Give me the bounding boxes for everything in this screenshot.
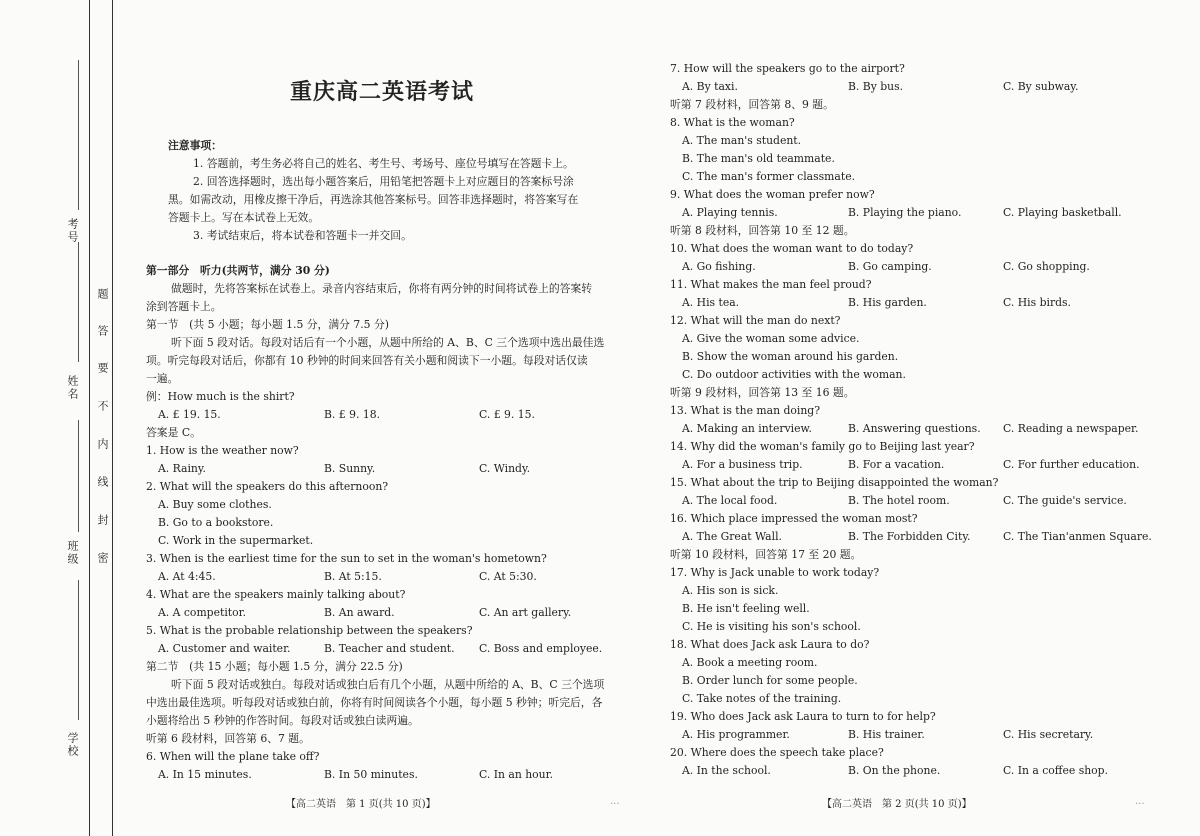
option[interactable]: C. Work in the supermarket.	[158, 534, 314, 547]
material-heading: 听第 9 段材料，回答第 13 至 16 题。	[670, 386, 855, 399]
option[interactable]: A. In the school.	[682, 764, 771, 777]
seal-char: 不	[96, 400, 109, 413]
margin-line-outer	[89, 0, 90, 836]
exam-no-blank[interactable]	[78, 60, 79, 210]
question-7: 7. How will the speakers go to the airport?	[670, 62, 905, 75]
option[interactable]: C. Go shopping.	[1003, 260, 1090, 273]
option[interactable]: C. His birds.	[1003, 296, 1071, 309]
option[interactable]: B. His garden.	[848, 296, 927, 309]
question-13: 13. What is the man doing?	[670, 404, 820, 417]
option[interactable]: A. By taxi.	[682, 80, 738, 93]
option[interactable]: A. His tea.	[682, 296, 740, 309]
option[interactable]: A. In 15 minutes.	[158, 768, 252, 781]
seal-char: 要	[96, 362, 109, 375]
option[interactable]: C. Reading a newspaper.	[1003, 422, 1139, 435]
option[interactable]: A. A competitor.	[158, 606, 247, 619]
example-answer: 答案是 C。	[146, 426, 201, 439]
seal-char: 密	[96, 552, 109, 565]
question-18: 18. What does Jack ask Laura to do?	[670, 638, 870, 651]
option[interactable]: B. Go camping.	[848, 260, 932, 273]
section2-instructions: 小题将给出 5 秒钟的作答时间。每段对话或独白读两遍。	[146, 714, 419, 727]
question-1: 1. How is the weather now?	[146, 444, 299, 457]
option[interactable]: C. Take notes of the training.	[682, 692, 842, 705]
school-blank[interactable]	[78, 580, 79, 720]
question-19: 19. Who does Jack ask Laura to turn to for help?	[670, 710, 936, 723]
options-4	[146, 604, 626, 622]
options-14	[670, 456, 1170, 474]
name-blank[interactable]	[78, 242, 79, 362]
example-options	[146, 406, 626, 424]
intro-text: 涂到答题卡上。	[146, 300, 222, 313]
seal-char: 题	[96, 288, 109, 301]
question-15: 15. What about the trip to Beijing disappointed the woman?	[670, 476, 999, 489]
section1-instructions: 听下面 5 段对话。每段对话后有一个小题，从题中所给的 A、B、C 三个选项中选出最佳选	[171, 336, 605, 349]
section2-heading: 第二节 (共 15 小题；每小题 1.5 分，满分 22.5 分)	[146, 660, 403, 673]
part1-heading: 第一部分 听力(共两节，满分 30 分)	[146, 264, 330, 277]
notes	[168, 136, 608, 244]
example-question: 例：How much is the shirt?	[146, 390, 295, 403]
options-19	[670, 726, 1170, 744]
options-7	[670, 78, 1170, 96]
option[interactable]: B. He isn't feeling well.	[682, 602, 810, 615]
notes-line: 黑。如需改动，用橡皮擦干净后，再选涂其他答案标号。回答非选择题时，将答案写在	[168, 193, 579, 206]
question-9: 9. What does the woman prefer now?	[670, 188, 875, 201]
option[interactable]: B. £ 9. 18.	[324, 408, 381, 421]
section2-instructions: 听下面 5 段对话或独白。每段对话或独白后有几个小题，从题中所给的 A、B、C 三个选项	[171, 678, 605, 691]
option[interactable]: C. The man's former classmate.	[682, 170, 856, 183]
option[interactable]: B. At 5:15.	[324, 570, 382, 583]
question-3: 3. When is the earliest time for the sun to set in the woman's hometown?	[146, 552, 547, 565]
option[interactable]: B. Show the woman around his garden.	[682, 350, 899, 363]
option[interactable]: B. The Forbidden City.	[848, 530, 971, 543]
options-20	[670, 762, 1170, 780]
options-5	[146, 640, 626, 658]
seal-char: 内	[96, 438, 109, 451]
material-heading: 听第 6 段材料，回答第 6、7 题。	[146, 732, 310, 745]
option[interactable]: B. Order lunch for some people.	[682, 674, 858, 687]
option[interactable]: A. Go fishing.	[682, 260, 756, 273]
notes-line: 1. 答题前，考生务必将自己的姓名、考生号、考场号、座位号填写在答题卡上。	[193, 157, 574, 170]
options-10	[670, 258, 1170, 276]
seal-char: 封	[96, 514, 109, 527]
option[interactable]: B. Answering questions.	[848, 422, 981, 435]
option[interactable]: B. The man's old teammate.	[682, 152, 835, 165]
option[interactable]: A. At 4:45.	[158, 570, 216, 583]
option[interactable]: C. Playing basketball.	[1003, 206, 1122, 219]
option[interactable]: B. Playing the piano.	[848, 206, 962, 219]
option[interactable]: A. Playing tennis.	[682, 206, 778, 219]
notes-line: 2. 回答选择题时，选出每小题答案后，用铅笔把答题卡上对应题目的答案标号涂	[193, 175, 574, 188]
class-blank[interactable]	[78, 420, 79, 532]
option[interactable]: A. The man's student.	[682, 134, 802, 147]
notes-line: 3. 考试结束后，将本试卷和答题卡一并交回。	[193, 229, 412, 242]
option[interactable]: A. The local food.	[682, 494, 778, 507]
exam-title: 重庆高二英语考试	[290, 80, 475, 105]
option[interactable]: C. Windy.	[479, 462, 531, 475]
option[interactable]: A. Making an interview.	[682, 422, 812, 435]
option[interactable]: C. £ 9. 15.	[479, 408, 535, 421]
option[interactable]: B. The hotel room.	[848, 494, 950, 507]
section2-instructions: 中选出最佳选项。听每段对话或独白前，你将有时间阅读各个小题，每小题 5 秒钟；听完后，各	[146, 696, 603, 709]
option[interactable]: C. He is visiting his son's school.	[682, 620, 861, 633]
option[interactable]: A. Buy some clothes.	[158, 498, 272, 511]
notes-line: 答题卡上。写在本试卷上无效。	[168, 211, 320, 224]
footer-dots: ...	[1135, 796, 1145, 807]
option[interactable]: B. Teacher and student.	[324, 642, 455, 655]
option[interactable]: B. His trainer.	[848, 728, 925, 741]
class-label: 班级	[66, 540, 79, 566]
section1-instructions: 项。听完每段对话后，你都有 10 秒钟的时间来回答有关小题和阅读下一小题。每段对话仅读	[146, 354, 588, 367]
option[interactable]: C. Boss and employee.	[479, 642, 603, 655]
option[interactable]: C. At 5:30.	[479, 570, 537, 583]
option[interactable]: C. In an hour.	[479, 768, 554, 781]
option[interactable]: B. Go to a bookstore.	[158, 516, 274, 529]
margin-line-inner	[112, 0, 113, 836]
option[interactable]: B. On the phone.	[848, 764, 941, 777]
question-17: 17. Why is Jack unable to work today?	[670, 566, 880, 579]
question-11: 11. What makes the man feel proud?	[670, 278, 872, 291]
footer-dots: ...	[610, 796, 620, 807]
question-20: 20. Where does the speech take place?	[670, 746, 884, 759]
option[interactable]: B. By bus.	[848, 80, 904, 93]
option[interactable]: A. The Great Wall.	[682, 530, 782, 543]
option[interactable]: A. For a business trip.	[682, 458, 803, 471]
options-13	[670, 420, 1170, 438]
option[interactable]: C. The guide's service.	[1003, 494, 1127, 507]
exam-no-label: 考号	[66, 218, 79, 244]
notes-heading: 注意事项：	[168, 139, 222, 152]
option[interactable]: A. Book a meeting room.	[682, 656, 818, 669]
option[interactable]: C. In a coffee shop.	[1003, 764, 1109, 777]
options-16	[670, 528, 1170, 546]
option[interactable]: A. £ 19. 15.	[158, 408, 221, 421]
option[interactable]: C. His secretary.	[1003, 728, 1094, 741]
options-1	[146, 460, 626, 478]
option[interactable]: B. For a vacation.	[848, 458, 945, 471]
section1-instructions: 一遍。	[146, 372, 179, 385]
name-label: 姓名	[66, 375, 79, 401]
option[interactable]: B. An award.	[324, 606, 395, 619]
option[interactable]: C. The Tian'anmen Square.	[1003, 530, 1152, 543]
question-5: 5. What is the probable relationship between the speakers?	[146, 624, 473, 637]
options-6	[146, 766, 626, 784]
seal-char: 线	[96, 476, 109, 489]
option[interactable]: A. His son is sick.	[682, 584, 779, 597]
option[interactable]: C. By subway.	[1003, 80, 1079, 93]
seal-char: 答	[96, 325, 109, 338]
material-heading: 听第 10 段材料，回答第 17 至 20 题。	[670, 548, 862, 561]
option[interactable]: A. Rainy.	[158, 462, 206, 475]
intro-text: 做题时，先将答案标在试卷上。录音内容结束后，你将有两分钟的时间将试卷上的答案转	[171, 282, 593, 295]
left-column	[146, 262, 626, 784]
option[interactable]: A. Give the woman some advice.	[682, 332, 860, 345]
option[interactable]: A. Customer and waiter.	[158, 642, 291, 655]
question-4: 4. What are the speakers mainly talking about?	[146, 588, 406, 601]
question-6: 6. When will the plane take off?	[146, 750, 320, 763]
question-2: 2. What will the speakers do this afternoon?	[146, 480, 389, 493]
question-12: 12. What will the man do next?	[670, 314, 841, 327]
options-9	[670, 204, 1170, 222]
option[interactable]: C. An art gallery.	[479, 606, 572, 619]
option[interactable]: A. His programmer.	[682, 728, 790, 741]
material-heading: 听第 7 段材料，回答第 8、9 题。	[670, 98, 834, 111]
option[interactable]: B. Sunny.	[324, 462, 376, 475]
options-11	[670, 294, 1170, 312]
section1-heading: 第一节 (共 5 小题；每小题 1.5 分，满分 7.5 分)	[146, 318, 389, 331]
question-14: 14. Why did the woman's family go to Beijing last year?	[670, 440, 975, 453]
question-16: 16. Which place impressed the woman most?	[670, 512, 918, 525]
page-footer-right: 【高二英语 第 2 页(共 10 页)】	[822, 799, 972, 810]
right-column	[670, 60, 1170, 780]
question-8: 8. What is the woman?	[670, 116, 795, 129]
options-3	[146, 568, 626, 586]
school-label: 学校	[66, 732, 79, 758]
options-15	[670, 492, 1170, 510]
option[interactable]: B. In 50 minutes.	[324, 768, 418, 781]
material-heading: 听第 8 段材料，回答第 10 至 12 题。	[670, 224, 855, 237]
option[interactable]: C. Do outdoor activities with the woman.	[682, 368, 906, 381]
question-10: 10. What does the woman want to do today?	[670, 242, 914, 255]
page-footer-left: 【高二英语 第 1 页(共 10 页)】	[286, 799, 436, 810]
option[interactable]: C. For further education.	[1003, 458, 1140, 471]
